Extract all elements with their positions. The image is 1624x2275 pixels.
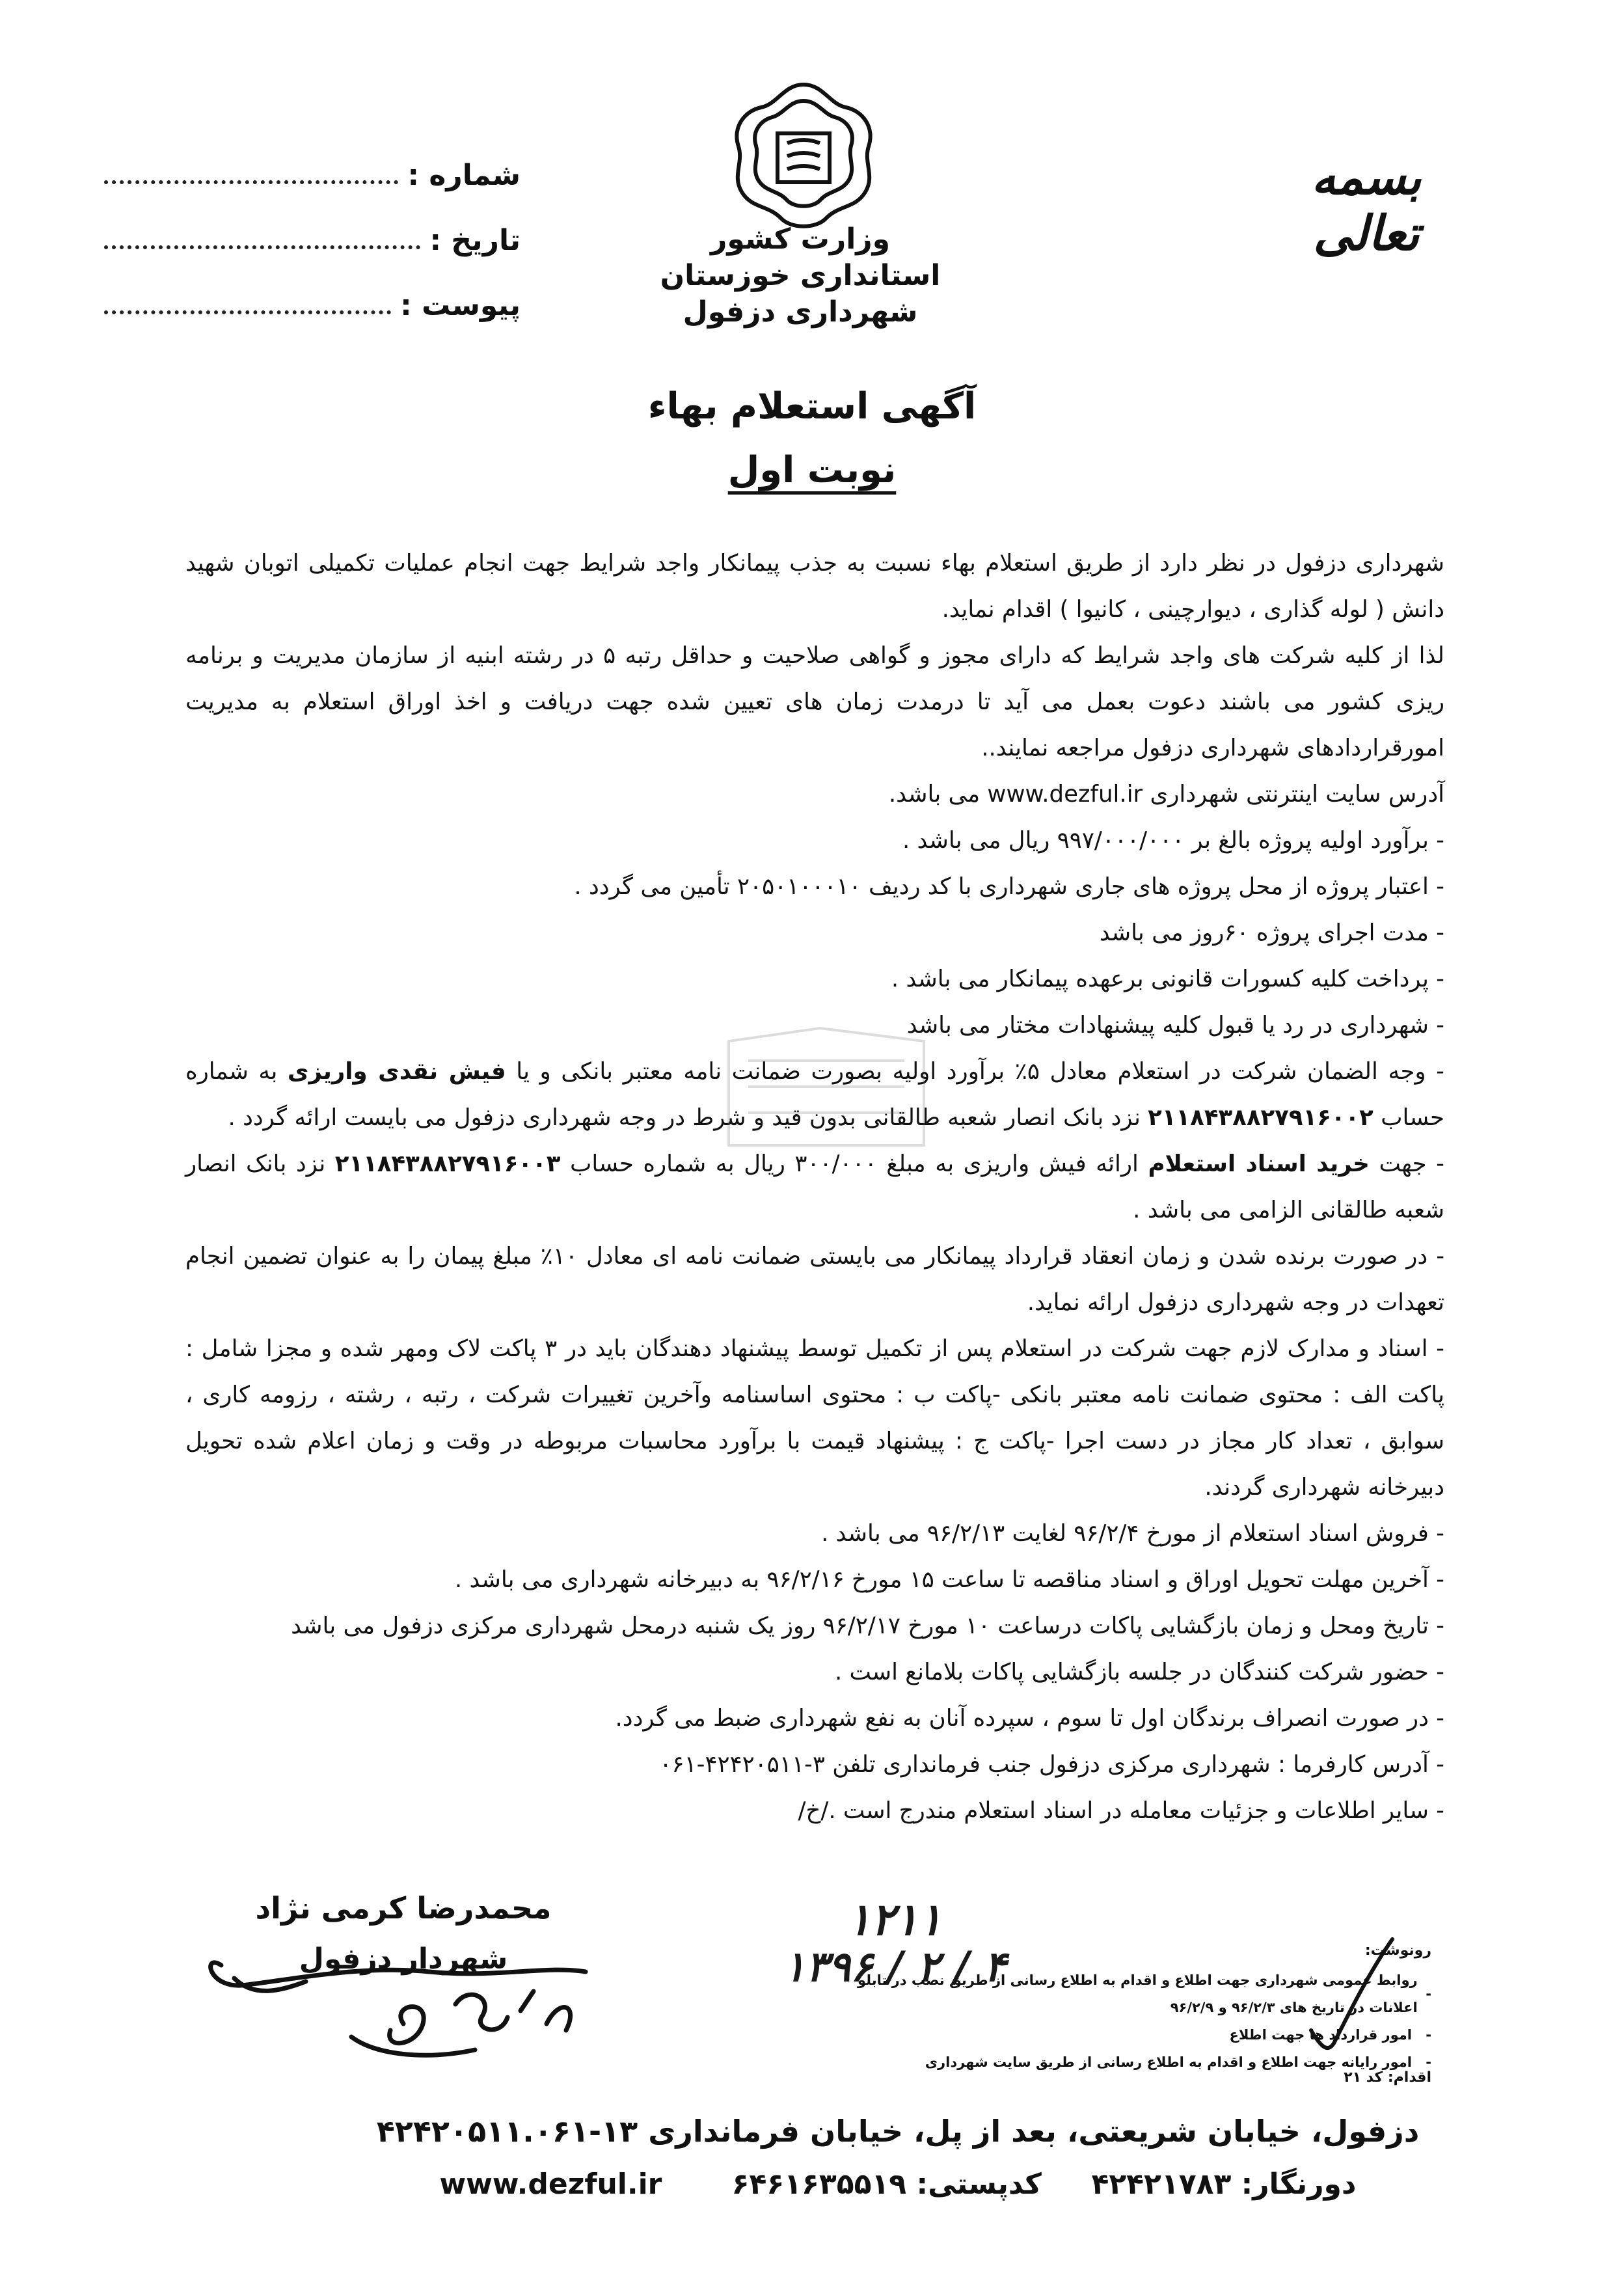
header-fields — [104, 127, 521, 322]
guarantee-part-a: وجه الضمان شرکت در استعلام معادل ۵٪ برآورد اولیه بصورت ضمانت نامه معتبر بانکی و یا — [516, 1058, 1426, 1085]
document-title: آگهی استعلام بهاء — [647, 385, 977, 428]
footer-address: دزفول، خیابان شریعتی، بعد از پل، خیابان فرمانداری ۱۳-۴۲۴۲۰۵۱۱.۰۶۱ — [376, 2114, 1420, 2149]
list-item: - اعتبار پروژه از محل پروژه های جاری شهرداری با کد ردیف ۲۰۵۰۱۰۰۰۱۰ تأمین می گردد . — [574, 873, 1444, 900]
dotted-line — [104, 245, 420, 249]
estimate-text: برآورد اولیه پروژه بالغ بر ۹۹۷/۰۰۰/۰۰۰ ریال می باشد . — [902, 827, 1429, 854]
attachment-field — [104, 257, 521, 322]
website-suffix: می باشد. — [888, 781, 981, 808]
list-item: - پرداخت کلیه کسورات قانونی برعهده پیمانکار می باشد . — [891, 966, 1444, 992]
list-item: - مدت اجرای پروژه ۶۰روز می باشد — [1099, 920, 1444, 946]
account-number-2: ۲۱۱۸۴۳۸۸۲۷۹۱۶۰۰۳ — [334, 1151, 561, 1177]
list-item: - آخرین مهلت تحویل اوراق و اسناد مناقصه تا ساعت ۱۵ مورخ ۹۶/۲/۱۶ به دبیرخانه شهرداری می باشد . — [454, 1566, 1444, 1593]
copy-public-relations: روابط عمومی شهرداری جهت اطلاع و اقدام به اطلاع رسانی از طریق نصب در تابلو اعلانات در تاریخ های ۹۶/۲/۳ و ۹۶/۲/۹ — [857, 1972, 1418, 2015]
copy-it: امور رایانه جهت اطلاع و اقدام به اطلاع رسانی از طریق سایت شهرداری — [925, 2054, 1412, 2070]
list-item: - فروش اسناد استعلام از مورخ ۹۶/۲/۴ لغایت ۹۶/۲/۱۳ می باشد . — [821, 1520, 1444, 1547]
document-subtitle: نوبت اول — [727, 449, 897, 491]
dotted-line — [104, 180, 398, 184]
footer — [364, 2108, 1431, 2207]
purchase-part-c: نزد بانک انصار شعبه طالقانی الزامی می باشد . — [185, 1151, 1444, 1223]
website-url: www.dezful.ir — [987, 781, 1143, 808]
guarantee-part-c: نزد بانک انصار شعبه طالقانی بدون قید و شرط در وجه شهرداری دزفول می بایست ارائه گردد . — [228, 1104, 1141, 1131]
employer-address-text: آدرس کارفرما : شهرداری مرکزی دزفول جنب فرمانداری تلفن ۳-۴۲۴۲۰۵۱۱-۰۶۱ — [659, 1751, 1429, 1778]
signatory-title: شهردار دزفول — [299, 1942, 508, 1976]
dotted-line — [104, 310, 391, 314]
footer-website: www.dezful.ir — [439, 2168, 662, 2201]
handwritten-check-mark-icon — [1292, 1933, 1402, 2063]
guarantee-paragraph: - وجه الضمان شرکت در استعلام معادل ۵٪ برآورد اولیه بصورت ضمانت نامه معتبر بانکی و یا فیش نقدی واریزی به شماره حساب ۲۱۱۸۴۳۸۸۲۷۹۱۶۰۰۲ نزد بانک انصار شعبه طالقانی بدون قید و شرط در وجه شهرداری دزفول می بایست ارائه گردد . — [185, 1058, 1444, 1131]
list-item: - آدرس کارفرما : شهرداری مرکزی دزفول جنب فرمانداری تلفن ۳-۴۲۴۲۰۵۱۱-۰۶۱ — [659, 1751, 1444, 1778]
rights-text: شهرداری در رد یا قبول کلیه پیشنهادات مختار می باشد — [906, 1012, 1429, 1039]
org-line-municipality: شهرداری دزفول — [683, 295, 918, 329]
docs-paragraph: - اسناد و مدارک لازم جهت شرکت در استعلام پس از تکمیل توسط پیشنهاد دهندگان باید در ۳ پاکت لاک ومهر شده و مجزا شامل : پاکت الف : محتوی ضمانت نامه معتبر بانکی -پاکت ب : محتوی اساسنامه وآخرین تغییرات شرکت ، رتبه ، رشته ، رزومه کاری ، سوابق ، تعداد کار مجاز در دست اجرا -پاکت ج : پیشنهاد قیمت با برآورد محاسبات مربوطه در وقت و زمان اعلام شده تحویل دبیرخانه شهرداری گردند. — [185, 1335, 1444, 1501]
handwritten-letter-date: ۱۳۹۶ / ۲ / ۴ — [783, 1942, 1007, 1991]
docs-text: اسناد و مدارک لازم جهت شرکت در استعلام پس از تکمیل توسط پیشنهاد دهندگان باید در ۳ پاکت لاک ومهر شده و مجزا شامل : پاکت الف : محتوی ضمانت نامه معتبر بانکی -پاکت ب : محتوی اساسنامه وآخرین تغییرات شرکت ، رتبه ، رشته ، رزومه کاری ، سوابق ، تعداد کار مجاز در دست اجرا -پاکت ج : پیشنهاد قیمت با برآورد محاسبات مربوطه در وقت و زمان اعلام شده تحویل دبیرخانه شهرداری گردند. — [185, 1335, 1444, 1501]
purchase-bold: خرید اسناد استعلام — [1148, 1151, 1370, 1177]
sale-dates-text: فروش اسناد استعلام از مورخ ۹۶/۲/۴ لغایت ۹۶/۲/۱۳ می باشد . — [821, 1520, 1429, 1547]
opening-text: تاریخ ومحل و زمان بازگشایی پاکات درساعت ۱۰ مورخ ۹۶/۲/۱۷ روز یک شنبه درمحل شهرداری مرکزی دزفول می باشد — [291, 1613, 1429, 1639]
budget-text: اعتبار پروژه از محل پروژه های جاری شهرداری با کد ردیف ۲۰۵۰۱۰۰۰۱۰ تأمین می گردد . — [574, 873, 1429, 900]
deadline-text: آخرین مهلت تحویل اوراق و اسناد مناقصه تا ساعت ۱۵ مورخ ۹۶/۲/۱۶ به دبیرخانه شهرداری می باشد . — [454, 1566, 1429, 1593]
guarantee-bold: فیش نقدی واریزی — [287, 1058, 506, 1085]
handwritten-signature-icon — [195, 1926, 612, 2076]
action-code: اقدام: کد ۲۱ — [1344, 2069, 1431, 2086]
list-item: - روابط عمومی شهرداری جهت اطلاع و اقدام به اطلاع رسانی از طریق نصب در تابلو اعلانات در تاریخ های ۹۶/۲/۳ و ۹۶/۲/۹ — [839, 1967, 1431, 2021]
date-field — [104, 192, 521, 257]
attachment-label: پیوست : — [400, 289, 521, 322]
list-item: - شهرداری در رد یا قبول کلیه پیشنهادات مختار می باشد — [906, 1012, 1444, 1039]
list-item: - امور قرارداد ها جهت اطلاع — [839, 2021, 1431, 2049]
invitation-paragraph: لذا از کلیه شرکت های واجد شرایط که دارای مجوز و گواهی صلاحیت و حداقل رتبه ۵ در رشته ابنیه از سازمان مدیریت و برنامه ریزی کشور می باشند دعوت بعمل می آید تا درمدت زمان های تعیین شده جهت دریافت و اخذ اوراق استعلام به مدیریت امورقراردادهای شهرداری دزفول مراجعه نمایند.. — [185, 642, 1444, 761]
number-label: شماره : — [407, 159, 521, 192]
withdrawal-text: در صورت انصراف برندگان اول تا سوم ، سپرده آنان به نفع شهرداری ضبط می گردد. — [615, 1705, 1429, 1732]
signatory-name: محمدرضا کرمی نژاد — [255, 1890, 552, 1926]
date-label: تاریخ : — [429, 224, 521, 257]
footer-contact-line — [364, 2162, 1431, 2207]
deductions-text: پرداخت کلیه کسورات قانونی برعهده پیمانکار می باشد . — [891, 966, 1429, 992]
purchase-part-a: جهت — [1379, 1151, 1427, 1177]
list-item: - در صورت انصراف برندگان اول تا سوم ، سپرده آنان به نفع شهرداری ضبط می گردد. — [615, 1705, 1444, 1732]
number-field — [104, 127, 521, 192]
website-prefix: آدرس سایت اینترنتی شهرداری — [1150, 781, 1444, 808]
duration-text: مدت اجرای پروژه ۶۰روز می باشد — [1099, 920, 1429, 946]
purchase-part-b: ارائه فیش واریزی به مبلغ ۳۰۰/۰۰۰ ریال به شماره حساب — [569, 1151, 1139, 1177]
copies-label: رونوشت: — [1364, 1942, 1431, 1959]
attendance-text: حضور شرکت کنندگان در جلسه بازگشایی پاکات بلامانع است . — [834, 1659, 1429, 1685]
website-line — [185, 771, 1444, 817]
organization-block — [586, 221, 1015, 331]
contract-paragraph: - در صورت برنده شدن و زمان انعقاد قرارداد پیمانکار می بایستی ضمانت نامه ای معادل ۱۰٪ مبلغ پیمان را به عنوان تضمین انجام تعهدات در وجه شهرداری دزفول ارائه نماید. — [185, 1243, 1444, 1316]
contract-text: در صورت برنده شدن و زمان انعقاد قرارداد پیمانکار می بایستی ضمانت نامه ای معادل ۱۰٪ مبلغ پیمان را به عنوان تضمین انجام تعهدات در وجه شهرداری دزفول ارائه نماید. — [185, 1243, 1444, 1316]
footer-postal: کدپستی: ۶۴۶۱۶۳۵۵۱۹ — [731, 2168, 1042, 2201]
list-item: - تاریخ ومحل و زمان بازگشایی پاکات درساعت ۱۰ مورخ ۹۶/۲/۱۷ روز یک شنبه درمحل شهرداری مرکزی دزفول می باشد — [291, 1613, 1444, 1639]
list-item: - سایر اطلاعات و جزئیات معامله در اسناد استعلام مندرج است ./خ/ — [798, 1797, 1444, 1824]
basmala: بسمه تعالی — [1311, 150, 1422, 262]
guarantee-part-b: به شماره حساب — [185, 1058, 1444, 1131]
other-info-text: سایر اطلاعات و جزئیات معامله در اسناد استعلام مندرج است ./خ/ — [798, 1797, 1429, 1824]
org-line-province: استانداری خوزستان — [660, 259, 941, 292]
watermark-stamp-icon — [690, 1015, 963, 1262]
list-item: - برآورد اولیه پروژه بالغ بر ۹۹۷/۰۰۰/۰۰۰ ریال می باشد . — [902, 827, 1444, 854]
list-item: - حضور شرکت کنندگان در جلسه بازگشایی پاکات بلامانع است . — [834, 1659, 1444, 1685]
purchase-paragraph: - جهت خرید اسناد استعلام ارائه فیش واریزی به مبلغ ۳۰۰/۰۰۰ ریال به شماره حساب ۲۱۱۸۴۳۸۸۲۷۹۱۶۰۰۳ نزد بانک انصار شعبه طالقانی الزامی می باشد . — [185, 1151, 1444, 1223]
footer-fax: دورنگار: ۴۲۴۲۱۷۸۳ — [1091, 2168, 1357, 2201]
intro-paragraph: شهرداری دزفول در نظر دارد از طریق استعلام بهاء نسبت به جذب پیمانکار واجد شرایط جهت انجام عملیات تکمیلی اتوبان شهید دانش ( لوله گذاری ، دیوارچینی ، کانیوا ) اقدام نماید. — [185, 550, 1444, 623]
copy-contracts: امور قرارداد ها جهت اطلاع — [1229, 2027, 1412, 2043]
municipality-emblem-icon — [725, 78, 882, 234]
account-number: ۲۱۱۸۴۳۸۸۲۷۹۱۶۰۰۲ — [1148, 1104, 1374, 1131]
list-item: - امور رایانه جهت اطلاع و اقدام به اطلاع رسانی از طریق سایت شهرداری — [839, 2049, 1431, 2076]
org-line-ministry: وزارت کشور — [710, 223, 890, 256]
handwritten-letter-number: ۱۲۱۱ — [846, 1894, 943, 1946]
